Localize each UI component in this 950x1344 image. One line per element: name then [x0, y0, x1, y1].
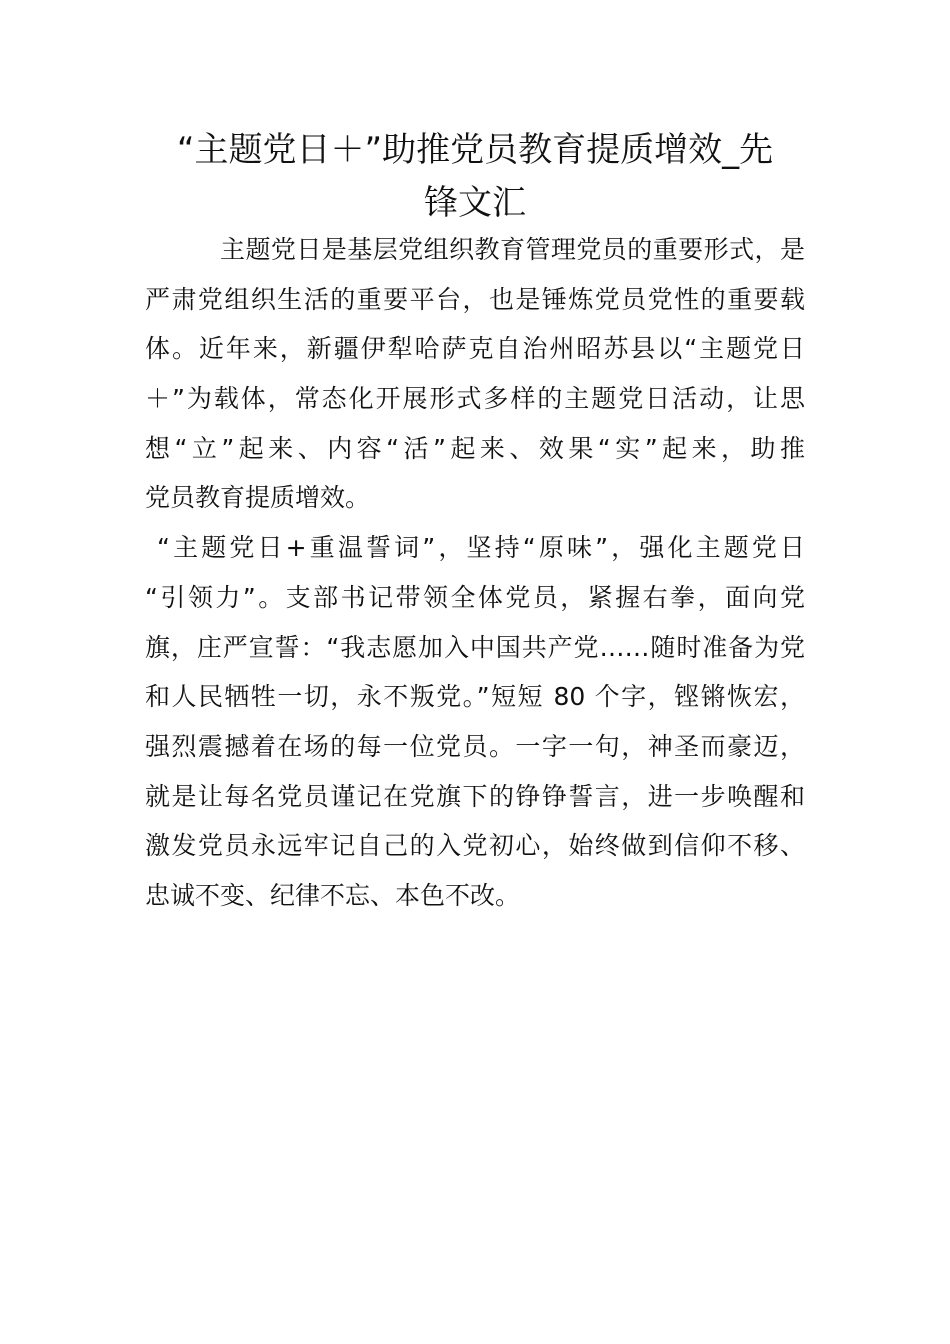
paragraph-2-line-6: 就是让每名党员谨记在党旗下的铮铮誓言，进一步唤醒和 — [145, 781, 805, 811]
title-line-2: 锋文汇 — [424, 183, 526, 223]
paragraph-2-line-4: 和人民牺牲一切，永不叛党。”短短 80 个字，铿锵恢宏， — [145, 682, 805, 712]
title-line-1: “主题党日＋”助推党员教育提质增效_先 — [176, 130, 774, 170]
paragraph-2-line-8: 忠诚不变、纪律不忘、本色不改。 — [145, 880, 521, 910]
paragraph-2-line-7: 激发党员永远牢记自己的入党初心，始终做到信仰不移、 — [145, 831, 805, 861]
paragraph-2-line-1: “主题党日+重温誓词”，坚持“原味”，强化主题党日 — [157, 533, 805, 563]
paragraph-1-line-5: 想“立”起来、内容“活”起来、效果“实”起来，助推 — [145, 433, 805, 463]
paragraph-2-line-2: “引领力”。支部书记带领全体党员，紧握右拳，面向党 — [145, 582, 805, 612]
paragraph-1-line-4: ＋”为载体，常态化开展形式多样的主题党日活动，让思 — [145, 384, 805, 414]
paragraph-1-line-6: 党员教育提质增效。 — [145, 483, 371, 513]
document-title — [120, 124, 830, 230]
paragraph-2-line-3: 旗，庄严宣誓：“我志愿加入中国共产党……随时准备为党 — [145, 632, 805, 662]
paragraph-2 — [145, 523, 805, 921]
document-body — [145, 225, 805, 921]
paragraph-1 — [145, 225, 805, 523]
paragraph-1-line-3: 体。近年来，新疆伊犁哈萨克自治州昭苏县以“主题党日 — [145, 334, 805, 364]
paragraph-1-line-1: 主题党日是基层党组织教育管理党员的重要形式，是 — [220, 235, 805, 264]
paragraph-1-line-2: 严肃党组织生活的重要平台，也是锤炼党员党性的重要载 — [145, 284, 805, 314]
paragraph-2-line-5: 强烈震撼着在场的每一位党员。一字一句，神圣而豪迈， — [145, 731, 805, 761]
